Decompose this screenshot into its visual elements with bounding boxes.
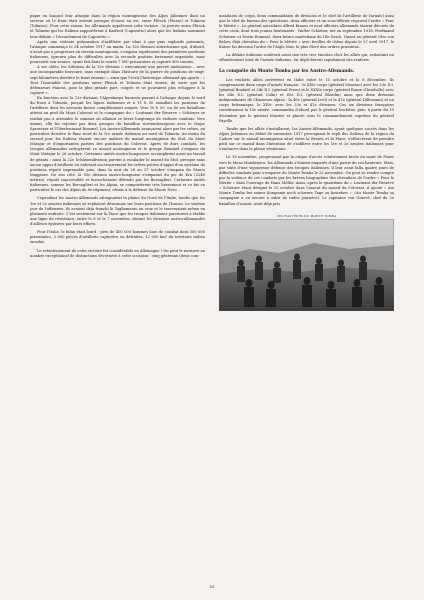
section-title: La conquête du Monte Tomba par les Austro-Allemands.: [219, 69, 355, 75]
paragraph: Le retentissement de cette victoire fut considérable en Allemagne ! On peut le mesurer au nombre exceptionnel de distinctions décernées à cette occasion : cinq généraux (deux com-: [30, 248, 205, 258]
paragraph: Les renforts alliés arrivèrent en Italie entre le 10 octobre et le 8 décembre. Ils comprenaient deux corps d'armée français : le XXIe corps (général Mouriac) avec les 23e D.I. (général Bonfait) et 24e D.I. (général Priou) et le XXXIe corps (général Roure d'Intelville) avec les 64e D.I. (général Colin) et 65e D.I. (général Blondin) ainsi que deux divisions indépendantes de Chasseurs alpins : la 46e (général Levi) et la 47e (général Dillemann) et un corps britannique, le XIVe, avec les 23e et 41e divisions. Ces six divisions françaises constituaient la 10e armée, commandée d'abord par le général Duchêne, puis, à partir du 15 décembre par le général Maistre et placée sous le commandement suprême du général Fayolle.: [219, 77, 394, 123]
photo-figure: [219, 215, 394, 311]
right-column: [219, 14, 394, 570]
paragraph: Après une violente préparation d'artillerie par obus à gaz puis explosifs puissants, l'attaque commença le 24 octobre 1917 au matin. La 12e division autrichienne qui, d'abord, n'avait pas à progresser en terrain montagneux, s'empara rapidement des premières positions italiennes, éprouva plus de difficultés avec la seconde position fortement organisée, mais poursuivit son avance, ayant fait dans la soirée 7 000 prisonniers et capturé 900 canons.: [30, 39, 205, 65]
paragraph: Pour l'Italie, le bilan était lourd : près de 400 000 hommes hors de combat dont 300 000 prisonniers, 3 000 pièces d'artillerie capturées ou détruites, 12 000 km² du territoire italien envahis.: [30, 230, 205, 245]
text-columns: [30, 14, 394, 570]
paragraph: En fonction avec la 12e division, l'Alpenkorps bavarois passait à l'attaque depuis le nord du front à Tolmein, perçait les lignes italiennes et à 11 h 30 assaillait les positions de l'artillerie dont les servants furent complètement surpris. Vers 16 h 00, un de ses bataillons atteint au pied du Mont Colovrat et la compagnie du « Leutnant der Reserve » Schörner se tardait pas à atteindre le sommet où allaient se livrer longtemps de violents combats. Vers minuit, elle fut rejointe par deux groupes du bataillon wurtembourgeois avec le Major Sproesser et l'Oberleutnant Rommel. Les Austro-Allemands avançaient alors par les crêtes, en particulier derrière le flanc nord de la 1re armée italienne au nord de Tolmein. Au matin du second jour, les Italiens étaient encore maîtres du massif montagneux du Stol, du Mont Matajur et d'importantes parties des positions du Colovrat. Après de durs combats, les troupes allemandes nettoyèrent ce massif montagneux et le groupe Rommel s'empara du Mont Matajur le 26 octobre. Certaines unités austro-hongroises accomplirent aussi un travail de géants : ainsi la 22e Schützendivision parvint à escalader le massif du Stol, presque sans aucun appui d'artillerie en enlevant successivement les crêtes potées d'appui d'un système de positions réputé imprenable puis, dans la nuit du 26 au 27 octobre s'empara du Monte Maggiore. De son côté, la 50e division austro-hongroise s'emparait du pic de Krn (2246 mètres), réputé inaccessible et farouchement défendu par les Bersaglieri. Certaines unités italiennes, comme les Bersaglieri et les Alpini, se comportèrent très bravement et ce fut en particulier le cas des Alpini du 8e régiment, réunis à la défense du Monte Nero.: [30, 96, 205, 193]
paragraph: A ses côtés, les Silésiens de la 12e division « exécutaient une percée audacieuse... avec une incomparable bravoure, sans exemple dans l'histoire de la guerre de positions de vingt-sept kilomètres derrière le front ennemi », ainsi que l'écrit l'historique allemand qui ajoute : « Tout l'ensemble des positions entre Flitsch et Tolmein était tourné, de sorte que les défenseurs étaient, pour la plus grande part, coupés et ne pouvaient plus échapper à la capture ».: [30, 65, 205, 95]
paragraph: La défaite italienne soulevait aussi une très vive émotion chez les alliés qui, redoutant un effondrement total de l'armée italienne, lui dépêchèrent rapidement des renforts.: [219, 52, 394, 62]
paragraph: pique en lançant leur attaque dans la région montagneuse des Alpes Juliennes dont un secteur où le front était orienté presque d'ouest en est, entre Flitsch (Plezzo) et Tolmein (Tolmino). Pour cette raison, les Allemands appelèrent cette victoire : la percée entre Flitsch et Tolmein qui les Italiens rapportèrent à Karfreit (Caporetto) alors que les Italiens nomment leur défaite « l'écroulement de Caporetto ».: [30, 14, 205, 39]
figure-caption: LES HAUTEURS DU MONTE TOMBA: [276, 213, 337, 218]
paragraph: mandants de corps, deux commandants de divisions et le chef de l'artillerie de l'armée) ainsi que le chef du bureau des opérations, deux officiers et un sous-officier reçurent l'ordre « Pour le Mérite ». Le général autrichien Alfred Krauss et neuf officiers allemands étaient décorés de cette croix, dont trois jeunes lieutenants : Walter Schieber, tué en septembre 1918, Ferdinand Schörner et Erwin Rommel, deux futurs maréchaux du IIIe Reich. Quant au général Otto von Below, déjà chevalier du « Pour le Mérite » avec feuilles de chêne depuis le 27 avril 1917, le Kaiser lui décerna l'ordre de l'Aigle Noir, le plus élevé des ordres prussiens.: [219, 14, 394, 49]
page-number: 53: [209, 584, 215, 589]
paragraph: Le 18 novembre, progressant par la crique d'accès relativement facile du mont de Fener vers le Mons Mondenera, les Allemands s'étaient emparés d'une partie de ces hauteurs. Mais, par suite d'une vigoureuse défense des troupes italiennes, il leur avait fallu quatre jours de difficiles combats pour s'emparer du Monte Tomba le 22 novembre. On peut se rendre compte par la violence de ces combats par les brèves biographies des chevaliers de l'ordre « Pour le Mérite » dans l'ouvrage de Hans Möller. Ainsi, après le quatrième du « Leutnant der Reserve » Schörner étant désigné le 25 octobre dans l'assaut du massif du Colovrat, il ajoute « Am Monte Tomba bei seiner Kompanie noch schwere Tage zu bestehen ». (Au Monte Tomba sa compagnie a eu encore à subir de rudes journées). Le capitaine von Graevé, chef du 2e bataillon d'assaut, avait déjà pris: [219, 155, 394, 206]
paragraph: Cependant les Austro-Allemands atteignaient la plaine du Nord de l'Italie, tandis que les 1re et 2e armées italiennes se repliaient désormais sur leurs positions de l'Isonzo. Le sixième jour de l'offensive, ils avaient déjà franchi le Tagliamento en crue et le traversaient même en plusieurs endroits. C'est seulement sur la Piave que les troupes italiennes parvinrent à établir une ligne de résistance, entre le 8 et le 7 novembre, devant les divisions austro-allemandes d'ailleurs épuisées par leurs efforts.: [30, 196, 205, 226]
left-column: [30, 14, 205, 570]
soldiers-photo: [219, 219, 394, 311]
paragraph: Tandis que les alliés s'installaient, les Austro-Allemands, ayant quelques succès dans les Alpes Juliennes au début de novembre 1917 provoquant le repli des Italiens de la région du Cadore sur le massif montagneux situé entre la Brenta et la Piave, s'efforcèrent de prendre pied sur ce massif dans l'intention de s'infiltrer entre les 1re et 2e armées italiennes pour s'enfoncer dans la plaine vénitienne.: [219, 126, 394, 152]
